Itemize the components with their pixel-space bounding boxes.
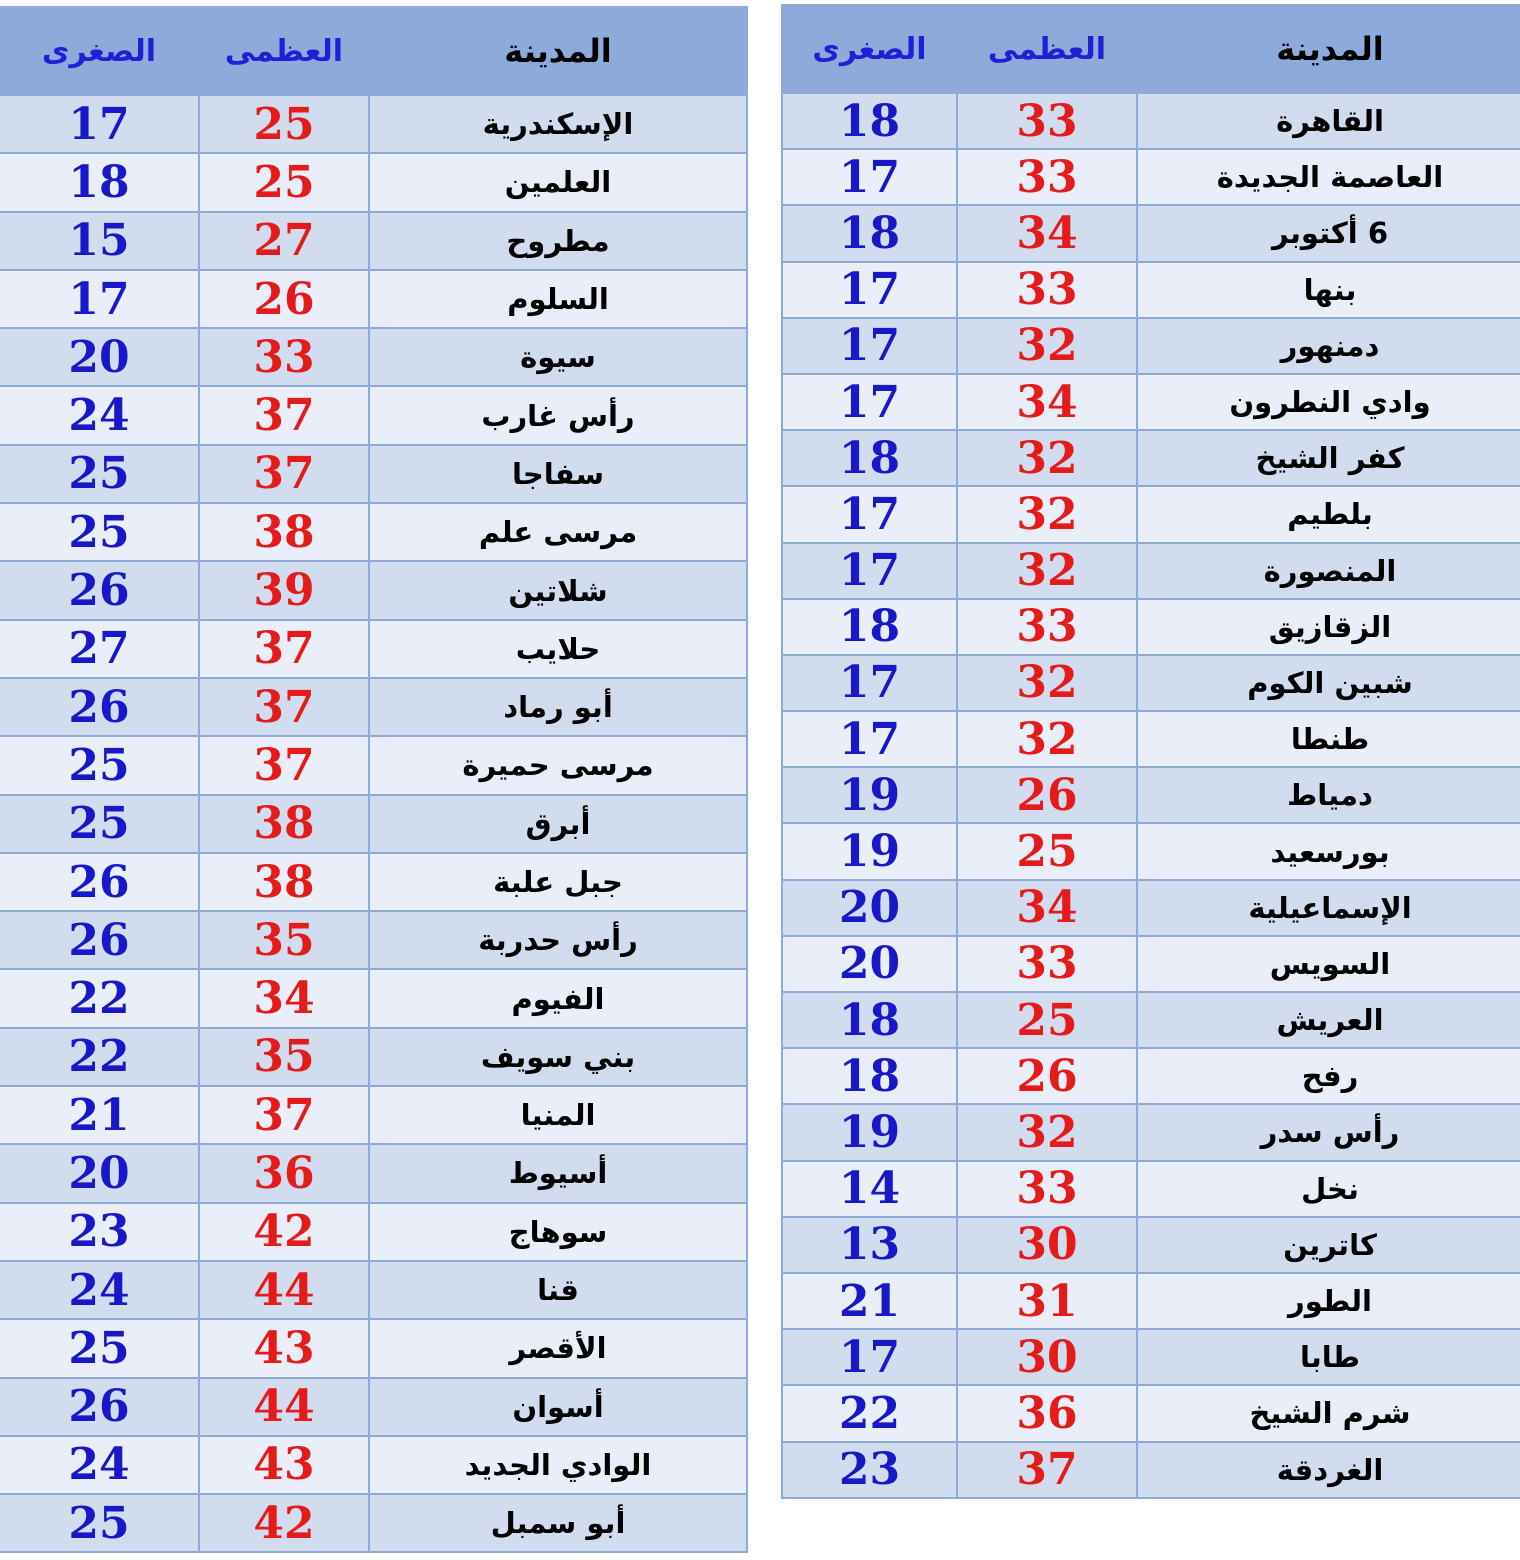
city-cell: مطروح [369,212,747,270]
max-temp-cell: 39 [199,561,369,619]
min-temp-cell: 25 [0,1494,199,1552]
min-temp-cell: 27 [0,620,199,678]
table-row [0,853,747,911]
table-header-row [0,7,747,95]
table-row [782,205,1520,261]
table-row [0,911,747,969]
table-row [0,270,747,328]
city-cell: رأس سدر [1137,1104,1520,1160]
table-row [0,1028,747,1086]
city-cell: الزقازيق [1137,599,1520,655]
city-cell: بني سويف [369,1028,747,1086]
min-temp-cell: 20 [0,328,199,386]
min-temp-cell: 26 [0,678,199,736]
max-temp-cell: 33 [957,599,1137,655]
table-row [0,1261,747,1319]
min-temp-cell: 17 [782,486,957,542]
min-temp-cell: 18 [0,153,199,211]
max-temp-cell: 37 [957,1442,1137,1498]
max-temp-cell: 25 [957,992,1137,1048]
city-cell: الفيوم [369,969,747,1027]
min-temp-cell: 17 [782,543,957,599]
max-temp-cell: 44 [199,1261,369,1319]
city-cell: أبرق [369,795,747,853]
table-row [782,93,1520,149]
table-row [782,430,1520,486]
min-temp-cell: 17 [782,1329,957,1385]
city-cell: الطور [1137,1273,1520,1329]
max-temp-cell: 44 [199,1378,369,1436]
min-temp-cell: 20 [0,1144,199,1202]
table-row [782,655,1520,711]
min-temp-cell: 23 [782,1442,957,1498]
min-temp-cell: 19 [782,767,957,823]
city-cell: أسيوط [369,1144,747,1202]
header-max: العظمى [957,5,1137,93]
city-cell: أبو رماد [369,678,747,736]
min-temp-cell: 22 [782,1385,957,1441]
city-cell: رأس غارب [369,386,747,444]
city-cell: جبل علبة [369,853,747,911]
table-row [0,620,747,678]
max-temp-cell: 33 [957,262,1137,318]
city-cell: العلمين [369,153,747,211]
max-temp-cell: 26 [957,1048,1137,1104]
table-row [782,992,1520,1048]
min-temp-cell: 22 [0,969,199,1027]
table-row [0,503,747,561]
table-row [0,1494,747,1552]
city-cell: شلاتين [369,561,747,619]
city-cell: الأقصر [369,1319,747,1377]
table-row [782,543,1520,599]
min-temp-cell: 19 [782,1104,957,1160]
max-temp-cell: 25 [199,95,369,153]
city-cell: المنيا [369,1086,747,1144]
min-temp-cell: 24 [0,1436,199,1494]
table-row [782,936,1520,992]
header-max: العظمى [199,7,369,95]
city-cell: وادي النطرون [1137,374,1520,430]
city-cell: سفاجا [369,445,747,503]
min-temp-cell: 25 [0,795,199,853]
table-row [0,445,747,503]
max-temp-cell: 43 [199,1436,369,1494]
min-temp-cell: 18 [782,1048,957,1104]
max-temp-cell: 38 [199,853,369,911]
table-row [0,1086,747,1144]
min-temp-cell: 18 [782,599,957,655]
header-city: المدينة [369,7,747,95]
max-temp-cell: 38 [199,795,369,853]
max-temp-cell: 32 [957,486,1137,542]
min-temp-cell: 17 [782,262,957,318]
table-header-row [782,5,1520,93]
table-row [0,561,747,619]
min-temp-cell: 26 [0,853,199,911]
city-cell: طنطا [1137,711,1520,767]
min-temp-cell: 14 [782,1161,957,1217]
left-temperature-table [0,6,748,1553]
max-temp-cell: 32 [957,655,1137,711]
city-cell: طابا [1137,1329,1520,1385]
max-temp-cell: 37 [199,445,369,503]
max-temp-cell: 37 [199,620,369,678]
table-row [782,1104,1520,1160]
table-row [782,486,1520,542]
city-cell: مرسى حميرة [369,736,747,794]
min-temp-cell: 21 [782,1273,957,1329]
min-temp-cell: 25 [0,503,199,561]
city-cell: شرم الشيخ [1137,1385,1520,1441]
min-temp-cell: 17 [782,711,957,767]
table-row [0,1436,747,1494]
max-temp-cell: 33 [957,936,1137,992]
min-temp-cell: 19 [782,823,957,879]
max-temp-cell: 32 [957,430,1137,486]
city-cell: سيوة [369,328,747,386]
max-temp-cell: 37 [199,736,369,794]
table-row [0,1319,747,1377]
header-city: المدينة [1137,5,1520,93]
max-temp-cell: 32 [957,318,1137,374]
max-temp-cell: 36 [199,1144,369,1202]
city-cell: رأس حدربة [369,911,747,969]
min-temp-cell: 17 [782,655,957,711]
min-temp-cell: 18 [782,430,957,486]
city-cell: كاترين [1137,1217,1520,1273]
max-temp-cell: 32 [957,711,1137,767]
table-row [782,880,1520,936]
city-cell: مرسى علم [369,503,747,561]
city-cell: دمنهور [1137,318,1520,374]
city-cell: رفح [1137,1048,1520,1104]
city-cell: بلطيم [1137,486,1520,542]
city-cell: نخل [1137,1161,1520,1217]
city-cell: السويس [1137,936,1520,992]
max-temp-cell: 27 [199,212,369,270]
table-row [0,212,747,270]
max-temp-cell: 30 [957,1329,1137,1385]
table-row [782,1442,1520,1498]
city-cell: الغردقة [1137,1442,1520,1498]
city-cell: العاصمة الجديدة [1137,149,1520,205]
city-cell: العريش [1137,992,1520,1048]
max-temp-cell: 26 [199,270,369,328]
max-temp-cell: 25 [957,823,1137,879]
max-temp-cell: 37 [199,1086,369,1144]
table-row [0,1144,747,1202]
city-cell: 6 أكتوبر [1137,205,1520,261]
city-cell: دمياط [1137,767,1520,823]
max-temp-cell: 33 [199,328,369,386]
max-temp-cell: 25 [199,153,369,211]
header-min: الصغرى [0,7,199,95]
min-temp-cell: 17 [782,318,957,374]
table-row [782,767,1520,823]
table-row [782,599,1520,655]
max-temp-cell: 35 [199,1028,369,1086]
max-temp-cell: 34 [199,969,369,1027]
city-cell: قنا [369,1261,747,1319]
table-row [0,795,747,853]
table-row [782,823,1520,879]
table-row [0,95,747,153]
max-temp-cell: 33 [957,1161,1137,1217]
city-cell: الإسكندرية [369,95,747,153]
table-row [0,736,747,794]
max-temp-cell: 37 [199,678,369,736]
max-temp-cell: 30 [957,1217,1137,1273]
max-temp-cell: 37 [199,386,369,444]
city-cell: بورسعيد [1137,823,1520,879]
min-temp-cell: 25 [0,445,199,503]
city-cell: أسوان [369,1378,747,1436]
max-temp-cell: 32 [957,543,1137,599]
table-row [782,711,1520,767]
min-temp-cell: 25 [0,1319,199,1377]
min-temp-cell: 23 [0,1203,199,1261]
max-temp-cell: 26 [957,767,1137,823]
max-temp-cell: 33 [957,149,1137,205]
table-row [782,1161,1520,1217]
max-temp-cell: 36 [957,1385,1137,1441]
city-cell: حلايب [369,620,747,678]
min-temp-cell: 18 [782,205,957,261]
min-temp-cell: 24 [0,386,199,444]
table-row [0,328,747,386]
city-cell: الوادي الجديد [369,1436,747,1494]
max-temp-cell: 34 [957,205,1137,261]
table-row [782,374,1520,430]
table-row [782,318,1520,374]
city-cell: شبين الكوم [1137,655,1520,711]
right-temperature-table [781,4,1520,1499]
max-temp-cell: 38 [199,503,369,561]
max-temp-cell: 33 [957,93,1137,149]
city-cell: أبو سمبل [369,1494,747,1552]
table-row [782,1385,1520,1441]
min-temp-cell: 26 [0,911,199,969]
table-row [0,678,747,736]
min-temp-cell: 25 [0,736,199,794]
min-temp-cell: 20 [782,936,957,992]
city-cell: السلوم [369,270,747,328]
max-temp-cell: 42 [199,1494,369,1552]
city-cell: كفر الشيخ [1137,430,1520,486]
min-temp-cell: 26 [0,1378,199,1436]
min-temp-cell: 20 [782,880,957,936]
min-temp-cell: 17 [782,374,957,430]
min-temp-cell: 18 [782,992,957,1048]
table-row [0,153,747,211]
table-row [782,149,1520,205]
max-temp-cell: 42 [199,1203,369,1261]
city-cell: بنها [1137,262,1520,318]
min-temp-cell: 24 [0,1261,199,1319]
min-temp-cell: 17 [782,149,957,205]
table-row [782,1273,1520,1329]
table-row [0,1203,747,1261]
max-temp-cell: 34 [957,374,1137,430]
table-row [782,1048,1520,1104]
min-temp-cell: 17 [0,270,199,328]
city-cell: المنصورة [1137,543,1520,599]
table-row [782,1329,1520,1385]
table-row [0,969,747,1027]
header-min: الصغرى [782,5,957,93]
min-temp-cell: 17 [0,95,199,153]
max-temp-cell: 35 [199,911,369,969]
min-temp-cell: 22 [0,1028,199,1086]
min-temp-cell: 13 [782,1217,957,1273]
max-temp-cell: 31 [957,1273,1137,1329]
max-temp-cell: 34 [957,880,1137,936]
table-row [782,262,1520,318]
max-temp-cell: 32 [957,1104,1137,1160]
min-temp-cell: 18 [782,93,957,149]
min-temp-cell: 26 [0,561,199,619]
max-temp-cell: 43 [199,1319,369,1377]
city-cell: سوهاج [369,1203,747,1261]
table-row [782,1217,1520,1273]
city-cell: الإسماعيلية [1137,880,1520,936]
min-temp-cell: 21 [0,1086,199,1144]
table-row [0,1378,747,1436]
min-temp-cell: 15 [0,212,199,270]
city-cell: القاهرة [1137,93,1520,149]
table-row [0,386,747,444]
